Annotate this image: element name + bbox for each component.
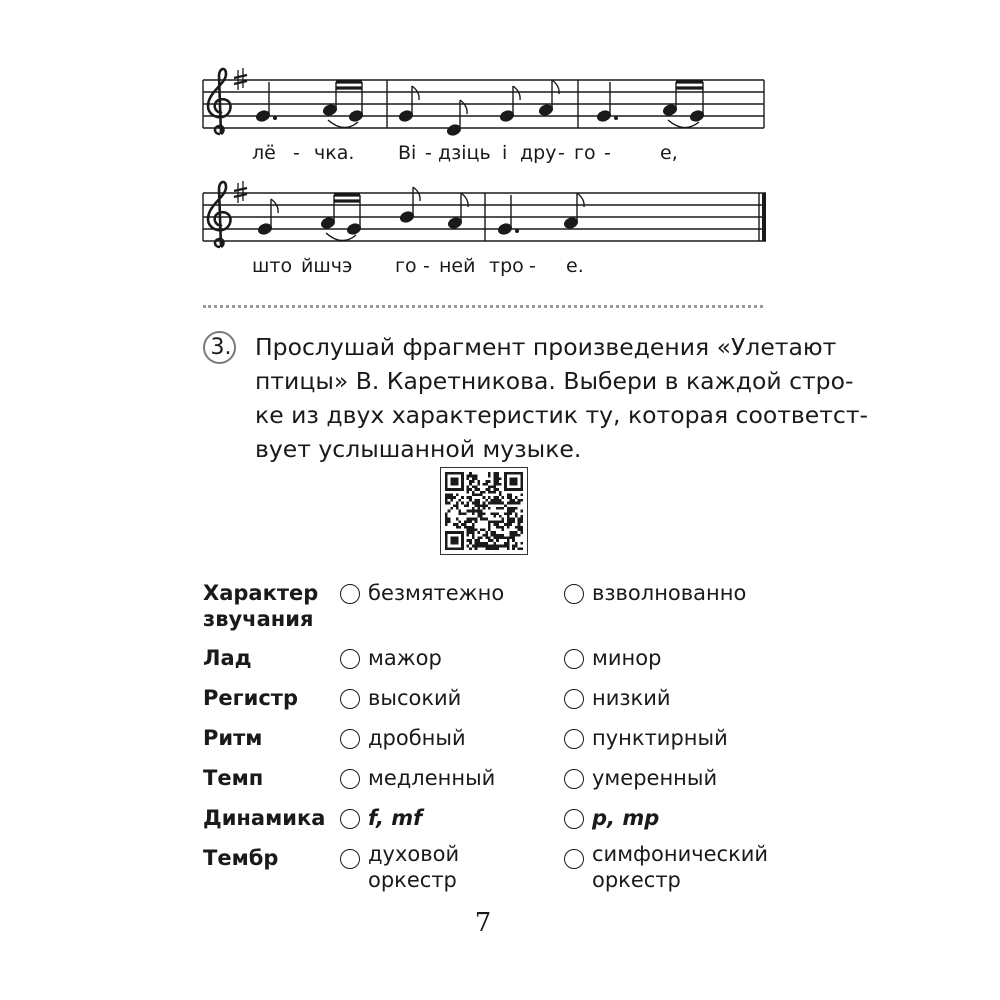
- lyric-hyphen: -: [558, 142, 565, 164]
- lyric-syllable: лё: [252, 142, 276, 164]
- task-instructions: [255, 330, 868, 466]
- lyric-syllable: што: [252, 255, 293, 277]
- lyric-hyphen: -: [604, 142, 611, 164]
- radio-button[interactable]: [564, 849, 584, 869]
- radio-button[interactable]: [340, 584, 360, 604]
- radio-button[interactable]: [340, 689, 360, 709]
- notes-bar-3: [596, 82, 704, 128]
- radio-button[interactable]: [564, 649, 584, 669]
- radio-button[interactable]: [340, 849, 360, 869]
- option-agitated[interactable]: взволнованно: [564, 580, 746, 606]
- option-soft[interactable]: p, mp: [564, 805, 659, 831]
- lyric-hyphen: -: [293, 142, 300, 164]
- treble-clef-icon: [208, 69, 231, 134]
- radio-button[interactable]: [340, 809, 360, 829]
- lyric-syllable: чка.: [314, 142, 355, 164]
- qr-code-icon[interactable]: [440, 467, 528, 555]
- task-number-badge: 3.: [203, 331, 236, 364]
- radio-button[interactable]: [564, 584, 584, 604]
- lyric-syllable: ней: [439, 255, 476, 277]
- option-slow[interactable]: медленный: [340, 765, 495, 791]
- option-major[interactable]: мажор: [340, 645, 442, 671]
- option-low[interactable]: низкий: [564, 685, 671, 711]
- lyrics-line-2: [252, 255, 584, 277]
- lyric-syllable: йшчэ: [301, 255, 353, 277]
- radio-button[interactable]: [340, 729, 360, 749]
- option-loud[interactable]: f, mf: [340, 805, 422, 831]
- music-staff-1: [0, 60, 1000, 170]
- lyric-syllable: тро: [489, 255, 524, 277]
- sharp-icon: [234, 68, 247, 90]
- music-staff-2: [0, 175, 1000, 290]
- option-dotted[interactable]: пунктирный: [564, 725, 728, 751]
- notes-bar-1: [255, 82, 363, 128]
- notes-bar-4: [257, 187, 468, 241]
- lyric-hyphen: -: [529, 255, 536, 277]
- option-moderate[interactable]: умеренный: [564, 765, 717, 791]
- lyric-syllable: дру: [520, 142, 557, 164]
- qr-code-pattern: [445, 472, 523, 550]
- row-label-dynamics: Динамика: [203, 806, 326, 830]
- treble-clef-icon: [208, 182, 231, 247]
- radio-button[interactable]: [564, 729, 584, 749]
- radio-button[interactable]: [564, 769, 584, 789]
- row-label-rhythm: Ритм: [203, 726, 263, 750]
- lyric-syllable: го: [574, 142, 596, 164]
- lyric-syllable: дзіць: [438, 142, 491, 164]
- dotted-separator: [203, 305, 763, 308]
- lyric-syllable: го: [395, 255, 417, 277]
- row-label-timbre: Тембр: [203, 846, 279, 870]
- radio-button[interactable]: [340, 769, 360, 789]
- radio-button[interactable]: [564, 809, 584, 829]
- lyric-syllable: е.: [566, 255, 584, 277]
- row-label-mode: Лад: [203, 646, 252, 670]
- task-text-line: вует услышанной музыке.: [255, 435, 582, 463]
- row-label-tempo: Темп: [203, 766, 264, 790]
- radio-button[interactable]: [564, 689, 584, 709]
- option-high[interactable]: высокий: [340, 685, 461, 711]
- option-symphony-orchestra[interactable]: симфонический оркестр: [564, 841, 768, 893]
- row-label-character: Характер звучания: [203, 581, 319, 631]
- lyrics-line-1: [252, 142, 678, 164]
- page-number: 7: [474, 908, 492, 938]
- lyric-syllable: і: [502, 142, 508, 164]
- radio-button[interactable]: [340, 649, 360, 669]
- final-barline: [762, 193, 766, 241]
- lyric-syllable: Ві: [398, 142, 417, 164]
- option-calm[interactable]: безмятежно: [340, 580, 504, 606]
- task-text-line: птицы» В. Каретникова. Выбери в каждой стро-: [255, 367, 854, 395]
- row-label-register: Регистр: [203, 686, 298, 710]
- lyric-hyphen: -: [425, 142, 432, 164]
- option-minor[interactable]: минор: [564, 645, 661, 671]
- lyric-hyphen: -: [423, 255, 430, 277]
- option-wind-orchestra[interactable]: духовой оркестр: [340, 841, 459, 893]
- sharp-icon: [234, 181, 247, 203]
- option-fractional[interactable]: дробный: [340, 725, 466, 751]
- task-text-line: ке из двух характеристик ту, которая соответст-: [255, 401, 868, 429]
- staff-lines: [203, 193, 766, 241]
- task-text-line: Прослушай фрагмент произведения «Улетают: [255, 333, 837, 361]
- lyric-syllable: е,: [660, 142, 678, 164]
